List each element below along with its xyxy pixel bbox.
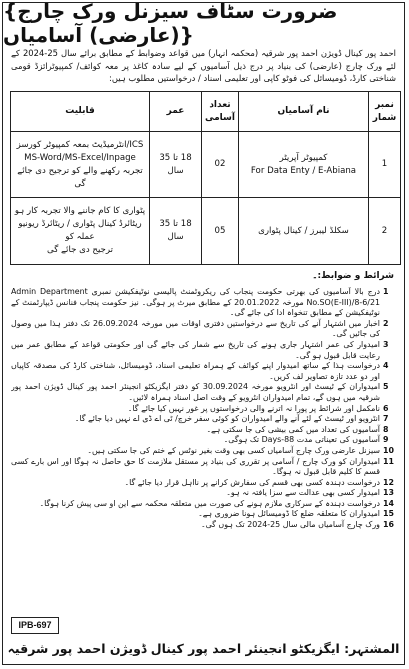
condition-item — [11, 520, 396, 531]
condition-text: درج بالا آسامیوں کی بھرتی حکومت پنجاب کی ریکروٹمنٹ پالیسی نوٹیفکیشن نمبری Admin Department No.SO(E-III)/8-6/21 مورخہ 20.01.2022 کے مطابق میرٹ پر ہوگی۔ نیز حکومت پنجاب فنانس ڈیپارٹمنٹ کے نوٹیفکیشن کے مطابق تنخواہ ادا کی جائے گی۔ — [11, 287, 381, 318]
row-count: 02 — [201, 132, 238, 197]
condition-text: انٹرویو اور ٹیسٹ کے لئے آنے والے امیدواران کو کوئی سفر خرچ/ ٹی اے ڈی اے نہیں دیا جائے گا۔ — [74, 414, 380, 424]
row-age: 18 تا 35 سال — [149, 198, 201, 264]
condition-item — [11, 404, 396, 415]
condition-item — [11, 478, 396, 489]
condition-text: آسامیوں کی تعیناتی مدت 88-Days تک ہوگی۔ — [223, 435, 380, 445]
condition-number: 8 — [383, 424, 389, 434]
condition-item — [11, 361, 396, 382]
condition-item — [11, 509, 396, 520]
condition-number: 3 — [383, 339, 389, 349]
condition-number: 15 — [383, 509, 394, 519]
header-post: نام آسامیاں — [238, 92, 368, 131]
headline: {ضرورت سٹاف سیزنل ورک چارج (عارضی) آسامیاں} — [3, 0, 338, 47]
header-age: عمر — [149, 92, 201, 131]
row-serial: 2 — [368, 198, 400, 264]
condition-item — [11, 287, 396, 319]
header-qualification: قابلیت — [65, 106, 95, 116]
condition-item — [11, 382, 396, 403]
condition-item — [11, 425, 396, 436]
condition-item — [11, 319, 396, 340]
condition-number: 13 — [383, 488, 394, 498]
condition-number: 12 — [383, 477, 394, 487]
table-row — [11, 198, 400, 264]
condition-number: 11 — [383, 456, 394, 466]
posts-table — [10, 91, 401, 265]
condition-number: 14 — [383, 498, 394, 508]
qualification-line: تجربہ رکھنے والے کو ترجیح دی جائے گی — [17, 165, 143, 189]
row-post — [238, 198, 368, 264]
condition-text: امیدوار کی عمر اشتہار جاری ہونے کی تاریخ سے شمار کی جائے گی اور حکومتی قواعد کے مطابق عمر میں رعایت قابل قبول ہو گی۔ — [11, 339, 380, 360]
intro-paragraph: احمد پور کینال ڈویژن احمد پور شرقیہ (محکمہ انہار) میں قواعد وضوابط کے مطابق برائے سال 25-2024 کے لئے ورک چارج (عارضی) کی بنیاد پر درج ذیل آسامیوں کے لیے سادہ کاغذ پر معہ کوائف/ کمپیوٹرائزڈ قومی شناختی کارڈ، ڈومیسائل کی فوٹو کاپی اور تعلیمی اسناد / درخواستیں مطلوب ہیں: — [11, 48, 396, 83]
condition-text: اخبار میں اشتہار آنے کی تاریخ سے درخواستیں دفتری اوقات میں مورخہ 26.09.2024 تک دفتر ہذا میں وصول کی جائیں گی۔ — [11, 318, 380, 339]
advertisement-page — [2, 2, 405, 665]
condition-item — [11, 457, 396, 478]
qualification-line: ICS/انٹرمیڈیٹ بمعہ کمپیوٹر کورسز — [16, 139, 144, 150]
conditions-title: شرائط و ضوابط:۔ — [312, 271, 394, 281]
qualification-line: پٹواری کا کام جاننے والا تجربہ کار ہو — [14, 206, 146, 216]
condition-number: 4 — [383, 361, 389, 371]
qualification-line: ریٹائرڈ کینال پٹواری / ریٹائرڈ ریونیو عملہ کو — [18, 219, 142, 242]
condition-text: امیدواران کو ورک چارج / آسامی پر تقرری کی بنیاد پر مستقل ملازمت کا حق حاصل نہ ہوگا اور اس بارے کسی قسم کا کلیم قابل قبول نہ ہوگا۔ — [11, 456, 380, 477]
condition-text: نامکمل اور شرائط پر پورا نہ اترنے والی درخواستوں پر غور نہیں کیا جائے گا۔ — [127, 403, 380, 413]
condition-number: 1 — [383, 287, 389, 296]
condition-text: درخواست دہندہ کسی بھی قسم کی سفارش کرانے پر نااہل قرار دیا جائے گا۔ — [124, 477, 380, 487]
row-serial: 1 — [368, 132, 400, 197]
row-count: 05 — [201, 198, 238, 264]
row-qualification — [11, 198, 149, 264]
condition-text: امیدوار کسی بھی عدالت سے سزا یافتہ نہ ہو۔ — [226, 488, 380, 498]
condition-item — [11, 488, 396, 499]
condition-text: درخواست دہندہ کے سرکاری ملازم ہونے کی صورت میں متعلقہ محکمہ سے این او سی پیش کرنا ہوگا۔ — [39, 498, 380, 508]
condition-text: سیزنل عارضی ورک چارج آسامیاں کسی بھی وقت بغیر نوٹس کے ختم کی جا سکتی ہیں۔ — [87, 445, 380, 455]
condition-number: 7 — [383, 414, 389, 424]
header-serial: نمبر شمار — [368, 92, 400, 131]
post-title: سکلڈ لیبرز / کینال پٹواری — [258, 225, 349, 236]
qualification-line: MS-Word/MS-Excel/Inpage — [24, 152, 136, 163]
condition-item — [11, 414, 396, 425]
condition-item — [11, 499, 396, 510]
condition-number: 2 — [383, 318, 389, 328]
post-subtitle: For Data Enty / E-Abiana — [250, 165, 357, 176]
condition-text: آسامیوں کی تعداد میں کمی بیشی کی جا سکتی ہے۔ — [206, 424, 380, 434]
condition-item — [11, 340, 396, 361]
table-row — [11, 132, 400, 198]
post-title: کمپیوٹر آپریٹر — [279, 152, 328, 163]
condition-number: 9 — [383, 435, 389, 445]
conditions-list — [11, 287, 396, 617]
advertiser-footer: المشتہر: ایگزیکٹو انجینئر احمد پور کینال ڈویژن احمد پور شرقیہ — [7, 640, 400, 656]
row-post — [238, 132, 368, 197]
condition-number: 6 — [383, 403, 389, 413]
condition-text: امیدواران کا متعلقہ ضلع کا ڈومیسائل ہونا ضروری ہے۔ — [198, 509, 380, 519]
condition-text: درخواست ہذا کے ساتھ امیدوار اپنے کوائف کے ہمراہ تعلیمی اسناد، ڈومیسائل، شناختی کارڈ کی مصدقہ کاپیاں اور دو عدد تازہ تصاویر لف کریں۔ — [11, 361, 380, 381]
header-count: تعداد آسامی — [201, 92, 238, 131]
table-header-row — [11, 92, 400, 132]
condition-text: ورک چارج آسامیاں مالی سال 25-2024 تک ہوں گی۔ — [200, 520, 380, 530]
condition-item — [11, 446, 396, 457]
condition-number: 10 — [383, 445, 394, 455]
qualification-line: ترجیح دی جائے گی — [47, 245, 113, 255]
condition-number: 5 — [383, 382, 389, 392]
condition-item — [11, 435, 396, 446]
ipb-code-box: IPB-697 — [11, 617, 59, 634]
row-age: 18 تا 35 سال — [149, 132, 201, 197]
condition-text: امیدواران کے ٹیسٹ اور انٹرویو مورخہ 30.09.2024 کو دفتر ایگزیکٹو انجینئر احمد پور کینال ڈویژن احمد پور شرقیہ میں ہوں گے، تمام امیدواران انٹرویو کے وقت اصل اسناد ہمراہ لائیں۔ — [11, 382, 381, 402]
condition-number: 16 — [383, 520, 394, 530]
row-qualification — [11, 132, 149, 197]
